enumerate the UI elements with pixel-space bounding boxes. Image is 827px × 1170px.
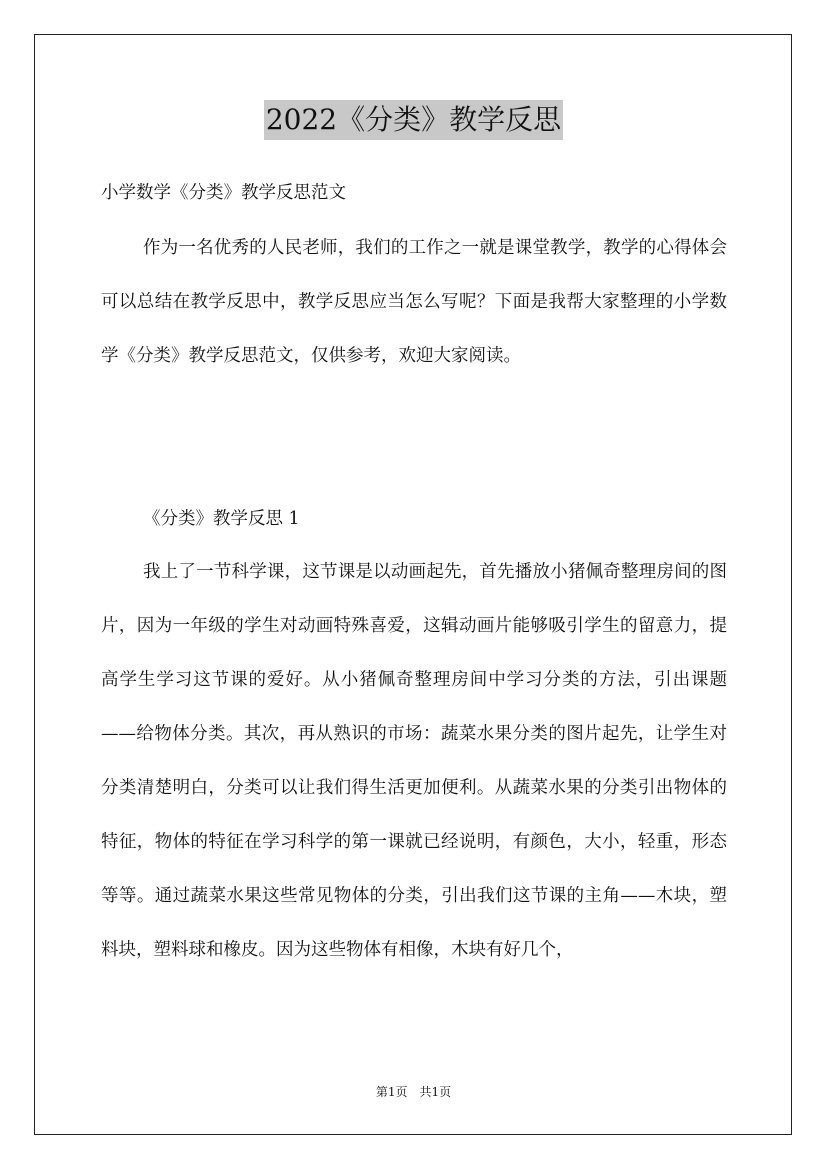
- intro-paragraph: 作为一名优秀的人民老师，我们的工作之一就是课堂教学，教学的心得体会可以总结在教学反思中，教学反思应当怎么写呢？下面是我帮大家整理的小学数学《分类》教学反思范文，仅供参考，欢迎大家阅读。: [101, 238, 727, 366]
- body-paragraph: 我上了一节科学课，这节课是以动画起先，首先播放小猪佩奇整理房间的图片，因为一年级的学生对动画特殊喜爱，这辑动画片能够吸引学生的留意力，提高学生学习这节课的爱好。从小猪佩奇整理房间中学习分类的方法，引出课题——给物体分类。其次，再从熟识的市场：蔬菜水果分类的图片起先，让学生对分类清楚明白，分类可以让我们得生活更加便利。从蔬菜水果的分类引出物体的特征，物体的特征在学习科学的第一课就已经说明，有颜色，大小，轻重，形态等等。通过蔬菜水果这些常见物体的分类，引出我们这节课的主角——木块，塑料块，塑料球和橡皮。因为这些物体有相像，木块有好几个，: [101, 562, 727, 960]
- page-footer: 第1页 共1页: [375, 1085, 452, 1099]
- document-subtitle: 小学数学《分类》教学反思范文: [101, 183, 346, 203]
- document-title: 2022《分类》教学反思: [264, 100, 563, 140]
- section-heading: 《分类》教学反思 1: [143, 509, 300, 529]
- title-container: [0, 100, 827, 140]
